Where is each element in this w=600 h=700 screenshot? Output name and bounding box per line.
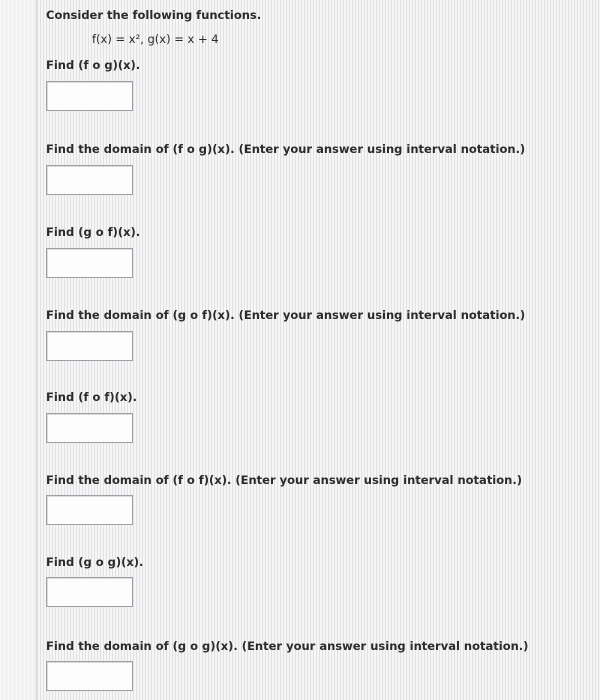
answer-box-3[interactable] (46, 248, 133, 278)
question-6-prompt: Find the domain of (f o f)(x). (Enter your answer using interval notation.) (46, 473, 522, 487)
answer-box-4[interactable] (46, 331, 133, 361)
question-2-prompt: Find the domain of (f o g)(x). (Enter your answer using interval notation.) (46, 142, 526, 156)
question-4-prompt: Find the domain of (g o f)(x). (Enter your answer using interval notation.) (46, 308, 526, 322)
answer-box-2[interactable] (46, 165, 133, 195)
question-5-prompt: Find (f o f)(x). (46, 390, 137, 404)
answer-box-6[interactable] (46, 495, 133, 525)
answer-box-5[interactable] (46, 413, 133, 443)
function-definitions: f(x) = x², g(x) = x + 4 (92, 32, 219, 46)
question-3-prompt: Find (g o f)(x). (46, 225, 141, 239)
answer-box-8[interactable] (46, 661, 133, 691)
answer-box-1[interactable] (46, 81, 133, 111)
intro-text: Consider the following functions. (46, 8, 262, 22)
question-7-prompt: Find (g o g)(x). (46, 555, 144, 569)
answer-box-7[interactable] (46, 577, 133, 607)
question-8-prompt: Find the domain of (g o g)(x). (Enter your answer using interval notation.) (46, 639, 529, 653)
question-1-prompt: Find (f o g)(x). (46, 58, 141, 72)
